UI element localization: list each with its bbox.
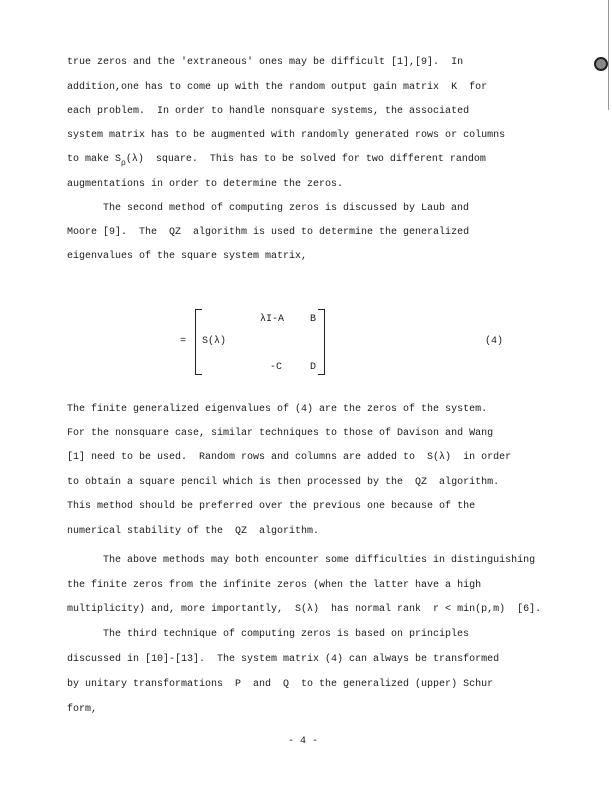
text-line: augmentations in order to determine the zeros.: [67, 179, 344, 190]
text-line: each problem. In order to handle nonsquare systems, the associated: [67, 106, 470, 117]
text-line: [67, 154, 486, 166]
text-line: eigenvalues of the square system matrix,: [67, 251, 308, 262]
equation-number: (4): [485, 336, 504, 347]
text-line: system matrix has to be augmented with randomly generated rows or columns: [67, 130, 506, 141]
text-line: form,: [67, 704, 98, 715]
text-line: to obtain a square pencil which is then processed by the QZ algorithm.: [67, 477, 500, 488]
text-line: true zeros and the 'extraneous' ones may be difficult [1],[9]. In: [67, 57, 464, 68]
page-number: - 4 -: [288, 736, 319, 747]
text-line: The third technique of computing zeros is based on principles: [103, 629, 470, 640]
text-line: The above methods may both encounter some difficulties in distinguishing: [103, 555, 536, 566]
matrix-a11: λI-A: [260, 314, 285, 325]
text: (λ) square. This has to be solved for two different random: [125, 154, 486, 165]
text-line: For the nonsquare case, similar techniques to those of Davison and Wang: [67, 428, 494, 439]
eq-lhs: S(λ): [202, 336, 227, 347]
matrix-a21: -C: [270, 362, 283, 373]
matrix-a22: D: [310, 362, 317, 373]
text-line: the finite zeros from the infinite zeros (when the latter have a high: [67, 580, 482, 591]
eq-sign: =: [180, 336, 187, 347]
page-edge-rule: [608, 0, 609, 110]
subscript: ρ: [121, 159, 126, 168]
text-line: multiplicity) and, more importantly, S(λ) has normal rank r < min(p,m) [6].: [67, 604, 542, 615]
text-line: numerical stability of the QZ algorithm.: [67, 526, 320, 537]
left-bracket: [195, 309, 202, 375]
text-line: The finite generalized eigenvalues of (4) are the zeros of the system.: [67, 404, 488, 415]
text-line: The second method of computing zeros is discussed by Laub and: [103, 203, 470, 214]
punch-hole-mark: [594, 57, 608, 71]
text: to make S: [67, 154, 122, 165]
right-bracket: [318, 309, 325, 375]
text-line: discussed in [10]-[13]. The system matrix (4) can always be transformed: [67, 654, 500, 665]
text-line: by unitary transformations P and Q to the generalized (upper) Schur: [67, 679, 494, 690]
text-line: addition,one has to come up with the random output gain matrix K for: [67, 82, 488, 93]
text-line: This method should be preferred over the previous one because of the: [67, 501, 476, 512]
text-line: [1] need to be used. Random rows and columns are added to S(λ) in order: [67, 452, 512, 463]
matrix-a12: B: [310, 314, 317, 325]
text-line: Moore [9]. The QZ algorithm is used to determine the generalized: [67, 227, 470, 238]
